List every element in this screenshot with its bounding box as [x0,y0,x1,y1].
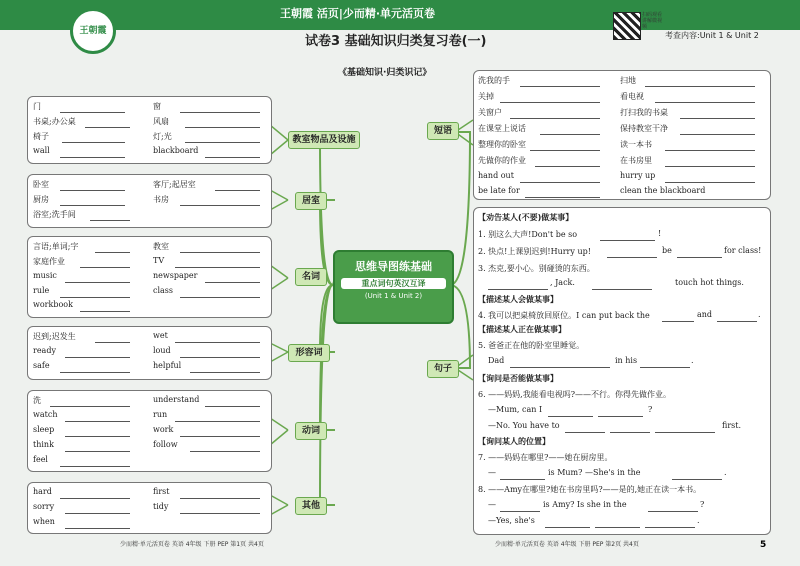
banner-title: 王朝霞 活页|少而精·单元活页卷 [280,7,436,20]
answer-blank[interactable] [500,102,600,103]
word-fan: 风扇 [153,117,169,126]
answer-blank[interactable] [665,150,755,151]
category-classroom: 教室物品及设施 [288,131,360,149]
sentence-heading-ability: 【描述某人会做某事】 [478,295,558,304]
sentence-8a-end: ? [700,500,705,509]
sentence-7a-end: . [724,468,727,477]
sentence-5: 5. 爸爸正在他的卧室里睡觉。 [478,341,585,350]
page-number: 5 [760,540,767,550]
word-sleep: sleep [33,425,55,434]
answer-blank[interactable] [510,367,610,368]
center-subtitle: 重点词句英汉互译 [341,278,446,289]
word-desk: 书桌;办公桌 [33,117,76,126]
answer-blank[interactable] [607,257,657,258]
word-feel: feel [33,455,48,464]
word-bathroom: 浴室;洗手间 [33,210,76,219]
word-study: 书房 [153,195,169,204]
word-tv: TV [153,256,165,265]
sentence-3b-end: touch hot things. [675,278,744,287]
phrases-box [473,70,771,200]
answer-blank[interactable] [60,466,130,467]
sentence-5b: Dad [488,356,505,365]
answer-blank[interactable] [60,157,125,158]
word-late: 迟到;迟发生 [33,332,76,341]
category-sentences: 句子 [427,360,459,378]
word-door: 门 [33,102,41,111]
other-words-box [27,482,272,534]
phrase-clean-blackboard: clean the blackboard [620,186,706,195]
answer-blank[interactable] [488,289,548,290]
word-first: first [153,487,170,496]
answer-blank[interactable] [665,166,755,167]
paper-title: 试卷3 基础知识归类复习卷(一) [305,34,487,49]
word-homework: 家庭作业 [33,257,65,266]
answer-blank[interactable] [62,142,125,143]
answer-blank[interactable] [95,252,130,253]
answer-blank[interactable] [592,289,652,290]
word-safe: safe [33,361,50,370]
exam-scope: 考查内容:Unit 1 & Unit 2 [665,31,759,40]
answer-blank[interactable] [190,372,260,373]
phrase-close-window: 关窗户 [478,108,502,117]
word-hard: hard [33,487,52,496]
word-blackboard: blackboard [153,146,199,155]
word-watch: watch [33,410,58,419]
answer-blank[interactable] [672,479,722,480]
word-bedroom: 卧室 [33,180,49,189]
answer-blank[interactable] [185,127,260,128]
answer-blank[interactable] [600,240,655,241]
answer-blank[interactable] [60,112,125,113]
answer-blank[interactable] [525,197,600,198]
answer-blank[interactable] [175,421,260,422]
sentence-7a: — [488,468,496,477]
answer-blank[interactable] [520,182,600,183]
sentence-4-end: . [758,310,761,319]
word-kitchen: 厨房 [33,195,49,204]
answer-blank[interactable] [175,342,260,343]
word-follow: follow [153,440,178,449]
sentence-2-mid: be [662,246,672,255]
word-wash: 洗 [33,396,41,405]
word-ready: ready [33,346,56,355]
answer-blank[interactable] [80,267,130,268]
answer-blank[interactable] [185,142,260,143]
sentence-8: 8. ——Amy在哪里?她在书房里吗?——是的,她正在读一本书。 [478,485,702,494]
word-music: music [33,271,57,280]
answer-blank[interactable] [85,127,130,128]
sentence-1-end: ! [658,229,662,238]
answer-blank[interactable] [60,498,130,499]
phrase-turn-off: 关掉 [478,92,494,101]
word-window: 窗 [153,102,161,111]
answer-blank[interactable] [50,406,130,407]
answer-blank[interactable] [65,282,130,283]
answer-blank[interactable] [60,372,130,373]
answer-blank[interactable] [180,513,260,514]
answer-blank[interactable] [680,118,755,119]
center-title: 思维导图练基础 [355,260,432,273]
sentence-2: 2. 快点!上课别迟到!Hurry up! [478,247,591,256]
sentence-heading-permission: 【询问是否能做某事】 [478,374,558,383]
answer-blank[interactable] [648,511,698,512]
phrase-keep-clean: 保持教室干净 [620,124,668,133]
answer-blank[interactable] [565,432,605,433]
sentence-4: 4. 我可以把桌椅放回原位。I can put back the [478,311,650,320]
answer-blank[interactable] [60,205,125,206]
answer-blank[interactable] [90,220,130,221]
word-when: when [33,517,55,526]
answer-blank[interactable] [655,102,755,103]
answer-blank[interactable] [205,406,260,407]
answer-blank[interactable] [598,416,643,417]
footer-left: 少而精·单元活页卷 英语 4年级 下册 PEP 第1页 共4页 [120,541,264,548]
answer-blank[interactable] [65,528,130,529]
answer-blank[interactable] [180,357,260,358]
phrase-be-late-for: be late for [478,186,520,195]
sentence-8b: —Yes, she's [488,516,535,525]
center-units: (Unit 1 & Unit 2) [364,292,423,300]
answer-blank[interactable] [180,498,260,499]
answer-blank[interactable] [175,267,260,268]
sentence-7: 7. ——妈妈在哪里?——她在厨房里。 [478,453,613,462]
qr-caption: 扫码观看讲解微视频 [642,12,663,30]
word-chair: 椅子 [33,132,49,141]
answer-blank[interactable] [545,527,590,528]
footer-right: 少而精·单元活页卷 英语 4年级 下册 PEP 第2页 共4页 [495,541,639,548]
sentence-1: 1. 别这么大声!Don't be so [478,230,578,239]
answer-blank[interactable] [65,513,130,514]
category-bedroom: 居室 [295,192,327,210]
sentence-6a-end: ? [648,405,653,414]
answer-blank[interactable] [80,311,130,312]
answer-blank[interactable] [662,321,694,322]
phrase-hand-out: hand out [478,171,514,180]
answer-blank[interactable] [65,436,130,437]
sentence-8a-mid: is Amy? Is she in the [543,500,627,509]
answer-blank[interactable] [180,205,260,206]
sentence-3: 3. 杰克,要小心。别碰烫的东西。 [478,264,595,273]
sentence-5b-end: . [691,356,694,365]
answer-blank[interactable] [530,150,600,151]
word-class: class [153,286,174,295]
answer-blank[interactable] [535,166,600,167]
answer-blank[interactable] [65,421,130,422]
sentence-6a: —Mum, can I [488,405,543,414]
classroom-words-box [27,96,272,164]
word-living-room: 客厅;起居室 [153,180,196,189]
sentence-heading-advice: 【劝告某人(不要)做某事】 [478,213,574,222]
category-other: 其他 [295,497,327,515]
phrase-wash-hands: 洗我的手 [478,76,510,85]
sentence-7a-mid: is Mum? —She's in the [548,468,641,477]
phrase-clean-desk: 打扫我的书桌 [620,108,668,117]
sentence-2-end: for class! [724,246,762,255]
answer-blank[interactable] [645,527,695,528]
phrase-hurry-up: hurry up [620,171,656,180]
answer-blank[interactable] [520,86,600,87]
sentence-8a: — [488,500,496,509]
word-loud: loud [153,346,171,355]
answer-blank[interactable] [677,257,722,258]
sentence-3b: , Jack. [550,278,575,287]
answer-blank[interactable] [180,297,260,298]
sentence-5b-mid: in his [615,356,638,365]
word-work: work [153,425,174,434]
word-tidy: tidy [153,502,169,511]
word-run: run [153,410,168,419]
sentence-4-mid: and [697,310,713,319]
category-noun: 名词 [295,268,327,286]
answer-blank[interactable] [65,451,130,452]
word-speech: 言语;单词;字 [33,242,79,251]
word-newspaper: newspaper [153,271,198,280]
section-label: 《基础知识·归类识记》 [338,68,432,78]
sentence-6b-end: first. [722,421,742,430]
answer-blank[interactable] [190,451,260,452]
category-adjective: 形容词 [288,344,330,362]
word-think: think [33,440,54,449]
sentence-6: 6. ——妈妈,我能看电视吗?——不行。你得先做作业。 [478,390,672,399]
answer-blank[interactable] [95,342,130,343]
answer-blank[interactable] [60,297,130,298]
answer-blank[interactable] [540,134,600,135]
word-classroom: 教室 [153,242,169,251]
answer-blank[interactable] [548,416,593,417]
sentence-heading-progress: 【描述某人正在做某事】 [478,325,566,334]
answer-blank[interactable] [510,118,600,119]
word-light: 灯;光 [153,132,172,141]
answer-blank[interactable] [215,190,260,191]
phrase-in-study: 在书房里 [620,156,652,165]
sentence-8b-end: . [697,516,700,525]
answer-blank[interactable] [205,282,260,283]
answer-blank[interactable] [717,321,757,322]
word-wall: wall [33,146,50,155]
phrase-tidy-bedroom: 整理你的卧室 [478,140,526,149]
category-phrases: 短语 [427,122,459,140]
word-workbook: workbook [33,300,73,309]
verb-words-box [27,390,272,472]
answer-blank[interactable] [595,527,640,528]
answer-blank[interactable] [500,511,540,512]
answer-blank[interactable] [655,432,715,433]
answer-blank[interactable] [60,190,125,191]
answer-blank[interactable] [180,252,260,253]
category-verb: 动词 [295,422,327,440]
sentence-heading-location: 【询问某人的位置】 [478,437,550,446]
answer-blank[interactable] [180,436,260,437]
phrase-talk-in-class: 在课堂上说话 [478,124,526,133]
phrase-read-book: 读一本书 [620,140,652,149]
answer-blank[interactable] [65,357,130,358]
answer-blank[interactable] [610,432,650,433]
answer-blank[interactable] [205,157,260,158]
word-rule: rule [33,286,50,295]
answer-blank[interactable] [645,86,755,87]
answer-blank[interactable] [180,112,260,113]
answer-blank[interactable] [640,367,690,368]
phrase-sweep-floor: 扫地 [620,76,636,85]
answer-blank[interactable] [680,134,755,135]
phrase-homework-first: 先做你的作业 [478,156,526,165]
brand-logo: 王朝霞 [70,8,116,54]
word-sorry: sorry [33,502,55,511]
sentence-6b: —No. You have to [488,421,560,430]
word-helpful: helpful [153,361,182,370]
answer-blank[interactable] [665,182,755,183]
word-wet: wet [153,331,168,340]
phrase-watch-tv: 看电视 [620,92,644,101]
answer-blank[interactable] [500,479,545,480]
mindmap-center-node [333,250,454,324]
word-understand: understand [153,395,200,404]
